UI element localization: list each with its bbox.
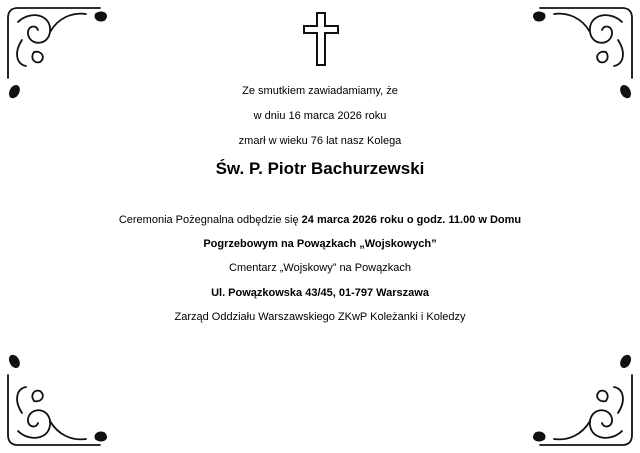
- cross-icon: [303, 12, 339, 66]
- ceremony-datetime: 24 marca 2026 roku o godz. 11.00 w Domu: [301, 214, 522, 226]
- ceremony-place: Pogrzebowym na Powązkach „Wojskowych”: [203, 238, 437, 250]
- corner-ornament-bottom-left: [0, 343, 150, 453]
- announcement-line-2: w dniu 16 marca 2026 roku: [253, 110, 387, 122]
- cemetery-address: Ul. Powązkowska 43/45, 01-797 Warszawa: [211, 287, 429, 299]
- ceremony-intro: Ceremonia Pożegnalna odbędzie się: [118, 214, 302, 226]
- announcement-line-1: Ze smutkiem zawiadamiamy, że: [242, 85, 398, 97]
- corner-ornament-bottom-right: [490, 343, 640, 453]
- signature: Zarząd Oddziału Warszawskiego ZKwP Koleżanki i Koledzy: [174, 311, 466, 323]
- ceremony-line: [0, 214, 640, 226]
- deceased-name: Św. P. Piotr Bachurzewski: [215, 159, 425, 178]
- cemetery-name: Cmentarz „Wojskowy” na Powązkach: [229, 262, 411, 274]
- announcement-line-3: zmarł w wieku 76 lat nasz Kolega: [238, 135, 402, 147]
